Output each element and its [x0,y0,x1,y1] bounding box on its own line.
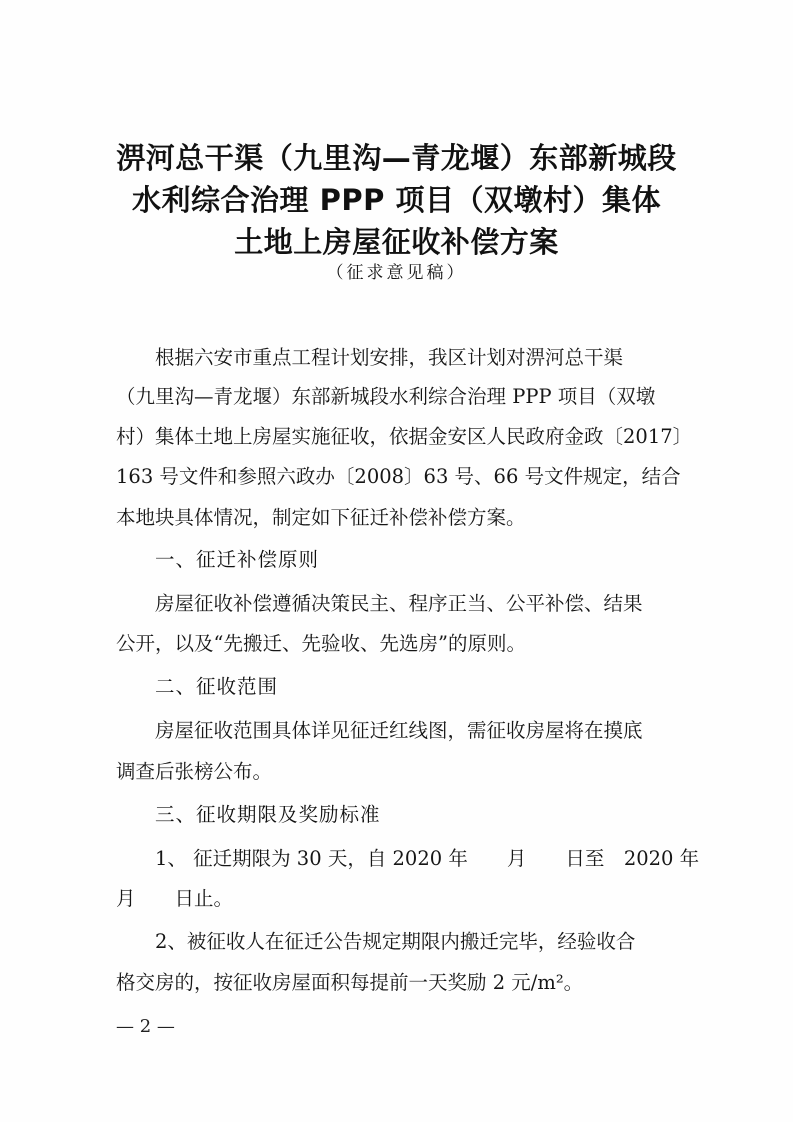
intro-line-3: 村）集体土地上房屋实施征收，依据金安区人民政府金政〔2017〕 [116,425,693,448]
section-3-line-1: 1、 征迁期限为 30 天，自 2020 年 月 日至 2020 年 [155,847,700,870]
intro-line-1: 根据六安市重点工程计划安排，我区计划对淠河总干渠 [155,346,624,369]
section-heading-3: 三、征收期限及奖励标准 [155,803,381,826]
section-2-line-2: 调查后张榜公布。 [116,760,273,783]
section-3-line-3: 2、被征收人在征迁公告规定期限内搬迁完毕，经验收合 [155,930,636,953]
section-heading-2: 二、征收范围 [155,675,279,698]
document-title-line-2: 水利综合治理 PPP 项目（双墩村）集体 [132,183,661,217]
section-1-line-2: 公开，以及“先搬迁、先验收、先选房”的原则。 [116,632,526,655]
document-title-line-3: 土地上房屋征收补偿方案 [234,225,559,259]
section-1-line-1: 房屋征收补偿遵循决策民主、程序正当、公平补偿、结果 [155,592,643,615]
section-heading-1: 一、征迁补偿原则 [155,548,320,571]
section-3-line-4: 格交房的，按征收房屋面积每提前一天奖励 2 元/m²。 [116,971,584,994]
page-number: — 2 — [116,1016,175,1037]
section-2-line-1: 房屋征收范围具体详见征迁红线图，需征收房屋将在摸底 [155,719,643,742]
document-title-line-1: 淠河总干渠（九里沟—青龙堰）东部新城段 [116,141,677,175]
intro-line-4: 163 号文件和参照六政办〔2008〕63 号、66 号文件规定，结合 [116,465,681,488]
intro-line-5: 本地块具体情况，制定如下征迁补偿补偿方案。 [116,506,526,529]
intro-line-2: （九里沟—青龙堰）东部新城段水利综合治理 PPP 项目（双墩 [116,385,656,408]
section-3-line-2: 月 日止。 [116,887,234,910]
document-subtitle: （征求意见稿） [326,263,467,283]
